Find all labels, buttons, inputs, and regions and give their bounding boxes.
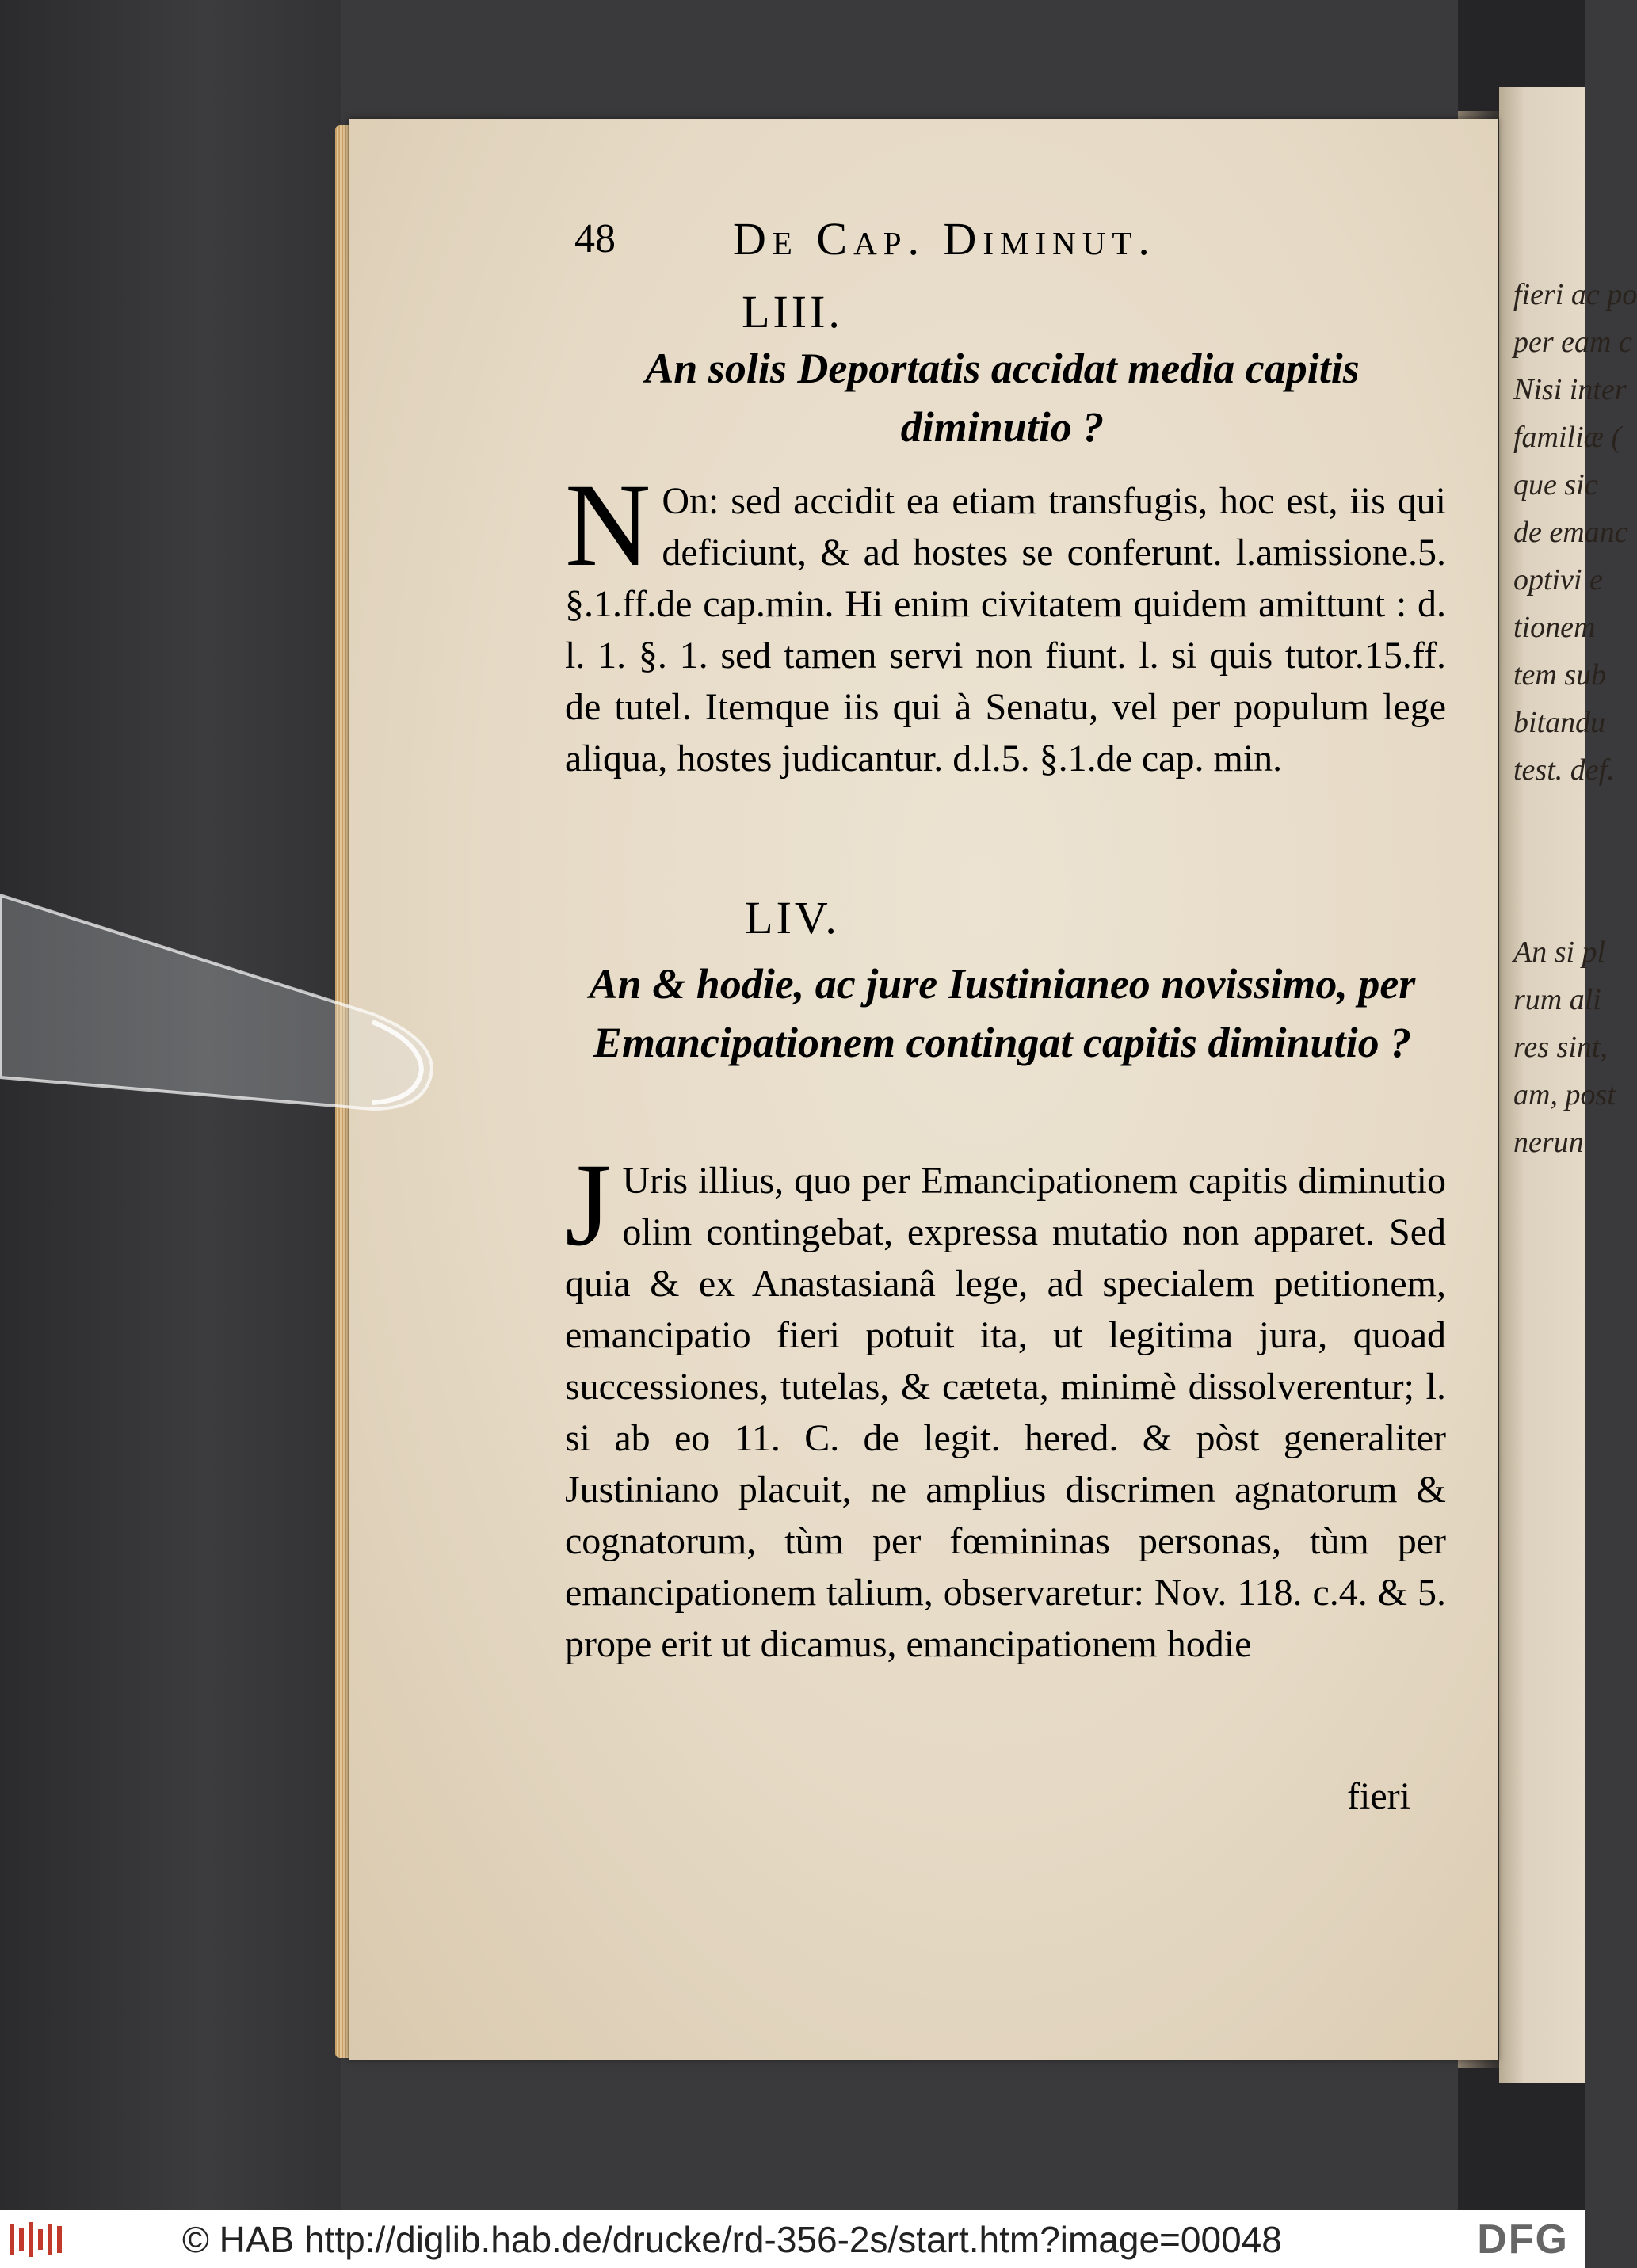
facing-line: per eam c bbox=[1513, 326, 1632, 359]
section-54-body: Uris illius, quo per Emancipationem capitis diminutio olim contingebat, expressa mutatio non apparet. Sed quia & ex Anastasianâ lege, ad specialem petitionem, emancipatio fieri potuit ita, ut legitima jura, quoad successiones, tutelas, & cæteta, minimè dissolverentur; l. si ab eo 11. C. de legit. hered. & pòst generaliter Justiniano placuit, ne amplius discrimen agnatorum & cognatorum, tùm per fœmininas personas, tùm per emancipationem talium, observaretur: Nov. 118. c.4. & 5. prope erit ut dicamus, emancipationem hodie bbox=[565, 1160, 1446, 1665]
facing-line: test. def. bbox=[1513, 753, 1615, 787]
facing-line: de emanc bbox=[1513, 516, 1628, 549]
footer-bar bbox=[0, 2210, 1585, 2268]
facing-line: familiæ ( bbox=[1513, 421, 1622, 454]
section-53-text bbox=[565, 459, 1446, 784]
section-54-number: LIV. bbox=[745, 892, 840, 943]
catchword: fieri bbox=[1347, 1775, 1410, 1817]
page-number: 48 bbox=[574, 216, 616, 261]
facing-line: tem sub bbox=[1513, 658, 1607, 692]
section-54-question: An & hodie, ac jure Iustinianeo novissimo, per Emancipationem contingat capitis diminutio ? bbox=[589, 960, 1416, 1066]
dfg-logo: DFG bbox=[1477, 2216, 1569, 2262]
facing-line: Nisi inter bbox=[1513, 373, 1627, 406]
running-head: De Cap. Diminut. bbox=[733, 213, 1156, 265]
facing-line: fieri ac po bbox=[1513, 278, 1637, 311]
section-53-question: An solis Deportatis accidat media capitis diminutio ? bbox=[645, 345, 1360, 451]
section-53-number: LIII. bbox=[742, 286, 843, 337]
section-53-body: On: sed accidit ea etiam transfugis, hoc est, iis qui deficiunt, & ad hostes se conferunt. l.amissione.5. §.1.ff.de cap.min. Hi enim civitatem quidem amittunt : d. l. 1. §. 1. sed tamen servi non fiunt. l. si quis tutor.15.ff. de tutel. Itemque iis qui à Senatu, vel per populum lege aliqua, hostes judicantur. d.l.5. §.1.de cap. min. bbox=[565, 480, 1446, 780]
facing-line: optivi e bbox=[1513, 563, 1603, 597]
facing-page bbox=[1499, 87, 1637, 2083]
facing-line: nerun bbox=[1513, 1126, 1584, 1159]
copyright-text: © HAB http://diglib.hab.de/drucke/rd-356-2s/start.htm?image=00048 bbox=[182, 2218, 1282, 2260]
facing-line: am, post bbox=[1513, 1078, 1616, 1111]
drop-cap: N bbox=[565, 459, 651, 591]
facing-line: res sint, bbox=[1513, 1031, 1608, 1064]
facing-line: tionem bbox=[1513, 611, 1596, 644]
facing-line: que sic bbox=[1513, 468, 1598, 501]
facing-line: An si pl bbox=[1513, 936, 1606, 969]
drop-cap: J bbox=[565, 1139, 612, 1271]
facing-line: rum ali bbox=[1513, 983, 1601, 1016]
facing-line: bitandu bbox=[1513, 706, 1606, 739]
section-54-text bbox=[565, 1139, 1446, 1670]
glass-pointer bbox=[0, 887, 444, 1149]
hab-logo-icon bbox=[10, 2220, 65, 2258]
